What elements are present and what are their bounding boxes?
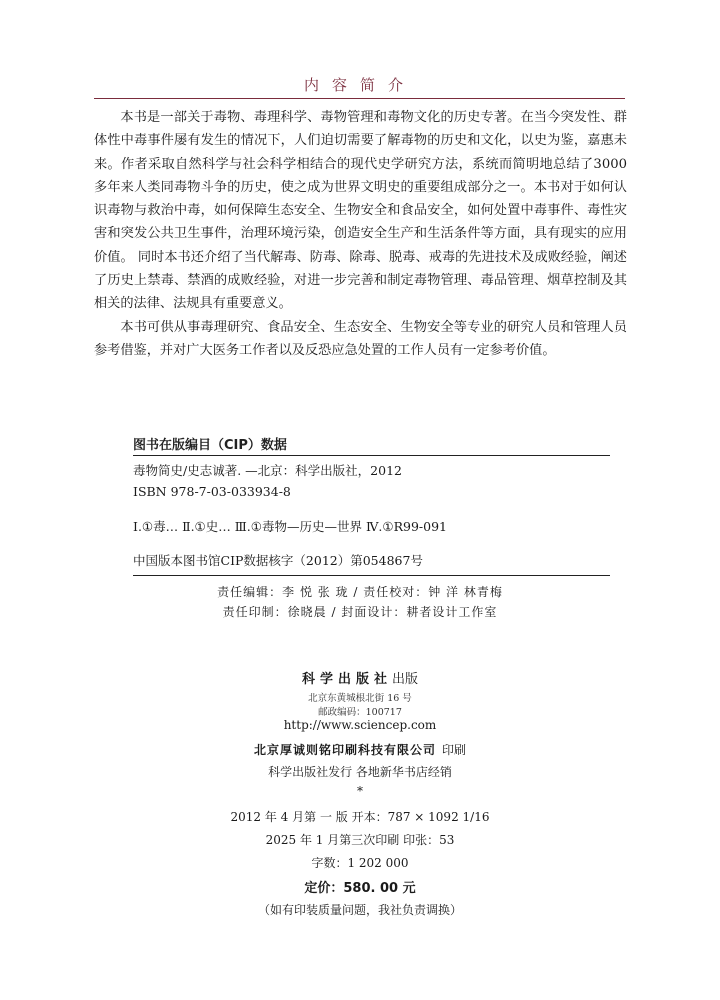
printer-line [0,739,720,758]
printing-line: 2025 年 1 月第三次印刷 印张：53 [265,833,455,847]
intro-body [94,106,627,362]
cip-classification-line: Ⅰ.①毒… Ⅱ.①史… Ⅲ.①毒物—历史—世界 Ⅳ.①R99-091 [133,519,448,534]
cip-top-rule [133,455,610,456]
word-count: 字数：1 202 000 [311,856,409,870]
cip-title-line: 毒物简史/史志诚著. —北京：科学出版社，2012 [133,463,402,478]
publisher-postcode: 邮政编码：100717 [318,707,402,718]
cip-heading: 图书在版编目（CIP）数据 [133,438,287,453]
price: 定价：580. 00 元 [304,881,416,896]
intro-paragraph-1: 本书是一部关于毒物、毒理科学、毒物管理和毒物文化的历史专著。在当今突发性、群体性中毒事件屡有发生的情况下，人们迫切需要了解毒物的历史和文化，以史为鉴，嘉惠未来。作者采取自然科学与社会科学相结合的现代史学研究方法，系统而简明地总结了3000多年来人类同毒物斗争的历史，使之成为世界文明史的重要组成部分之一。本书对于如何认识毒物与救治中毒，如何保障生态安全、生物安全和食品安全，如何处置中毒事件、毒性灾害和突发公共卫生事件，治理环境污染，创造安全生产和生活条件等方面，具有现实的应用价值。 同时本书还介绍了当代解毒、防毒、除毒、脱毒、戒毒的先进技术及成败经验，阐述了历史上禁毒、禁酒的成败经验，对进一步完善和制定毒物管理、毒品管理、烟草控制及其相关的法律、法规具有重要意义。 [94,110,627,312]
intro-paragraph-2: 本书可供从事毒理研究、食品安全、生态安全、生物安全等专业的研究人员和管理人员参考借鉴，并对广大医务工作者以及反恐应急处置的工作人员有一定参考价值。 [94,319,627,358]
cip-isbn-line: ISBN 978-7-03-033934-8 [133,484,291,499]
publisher-suffix: 出版 [392,672,419,687]
separator-star: * [357,784,363,798]
publisher-logo: 科学出版社 [301,672,392,687]
credits-editors: 责任编辑：李 悦 张 珑 / 责任校对：钟 洋 林青梅 [217,585,503,599]
edition-line: 2012 年 4 月第 一 版 开本：787 × 1092 1/16 [230,810,490,824]
publisher-line [0,668,720,687]
publisher-address: 北京东黄城根北街 16 号 [308,693,412,704]
quality-note: （如有印装质量问题，我社负责调换） [257,903,462,917]
intro-title-rule [94,98,625,99]
distribution-line: 科学出版社发行 各地新华书店经销 [268,765,452,779]
printer-suffix: 印刷 [442,743,467,757]
credits-printing-design: 责任印制：徐晓晨 / 封面设计：耕者设计工作室 [222,605,498,619]
cip-number-line: 中国版本图书馆CIP数据核字（2012）第054867号 [133,553,423,568]
cip-bottom-rule [133,575,610,576]
intro-title: 内容简介 [303,76,416,94]
publisher-url: http://www.sciencep.com [283,718,437,732]
printer-name: 北京厚诚则铭印刷科技有限公司 [253,743,436,757]
